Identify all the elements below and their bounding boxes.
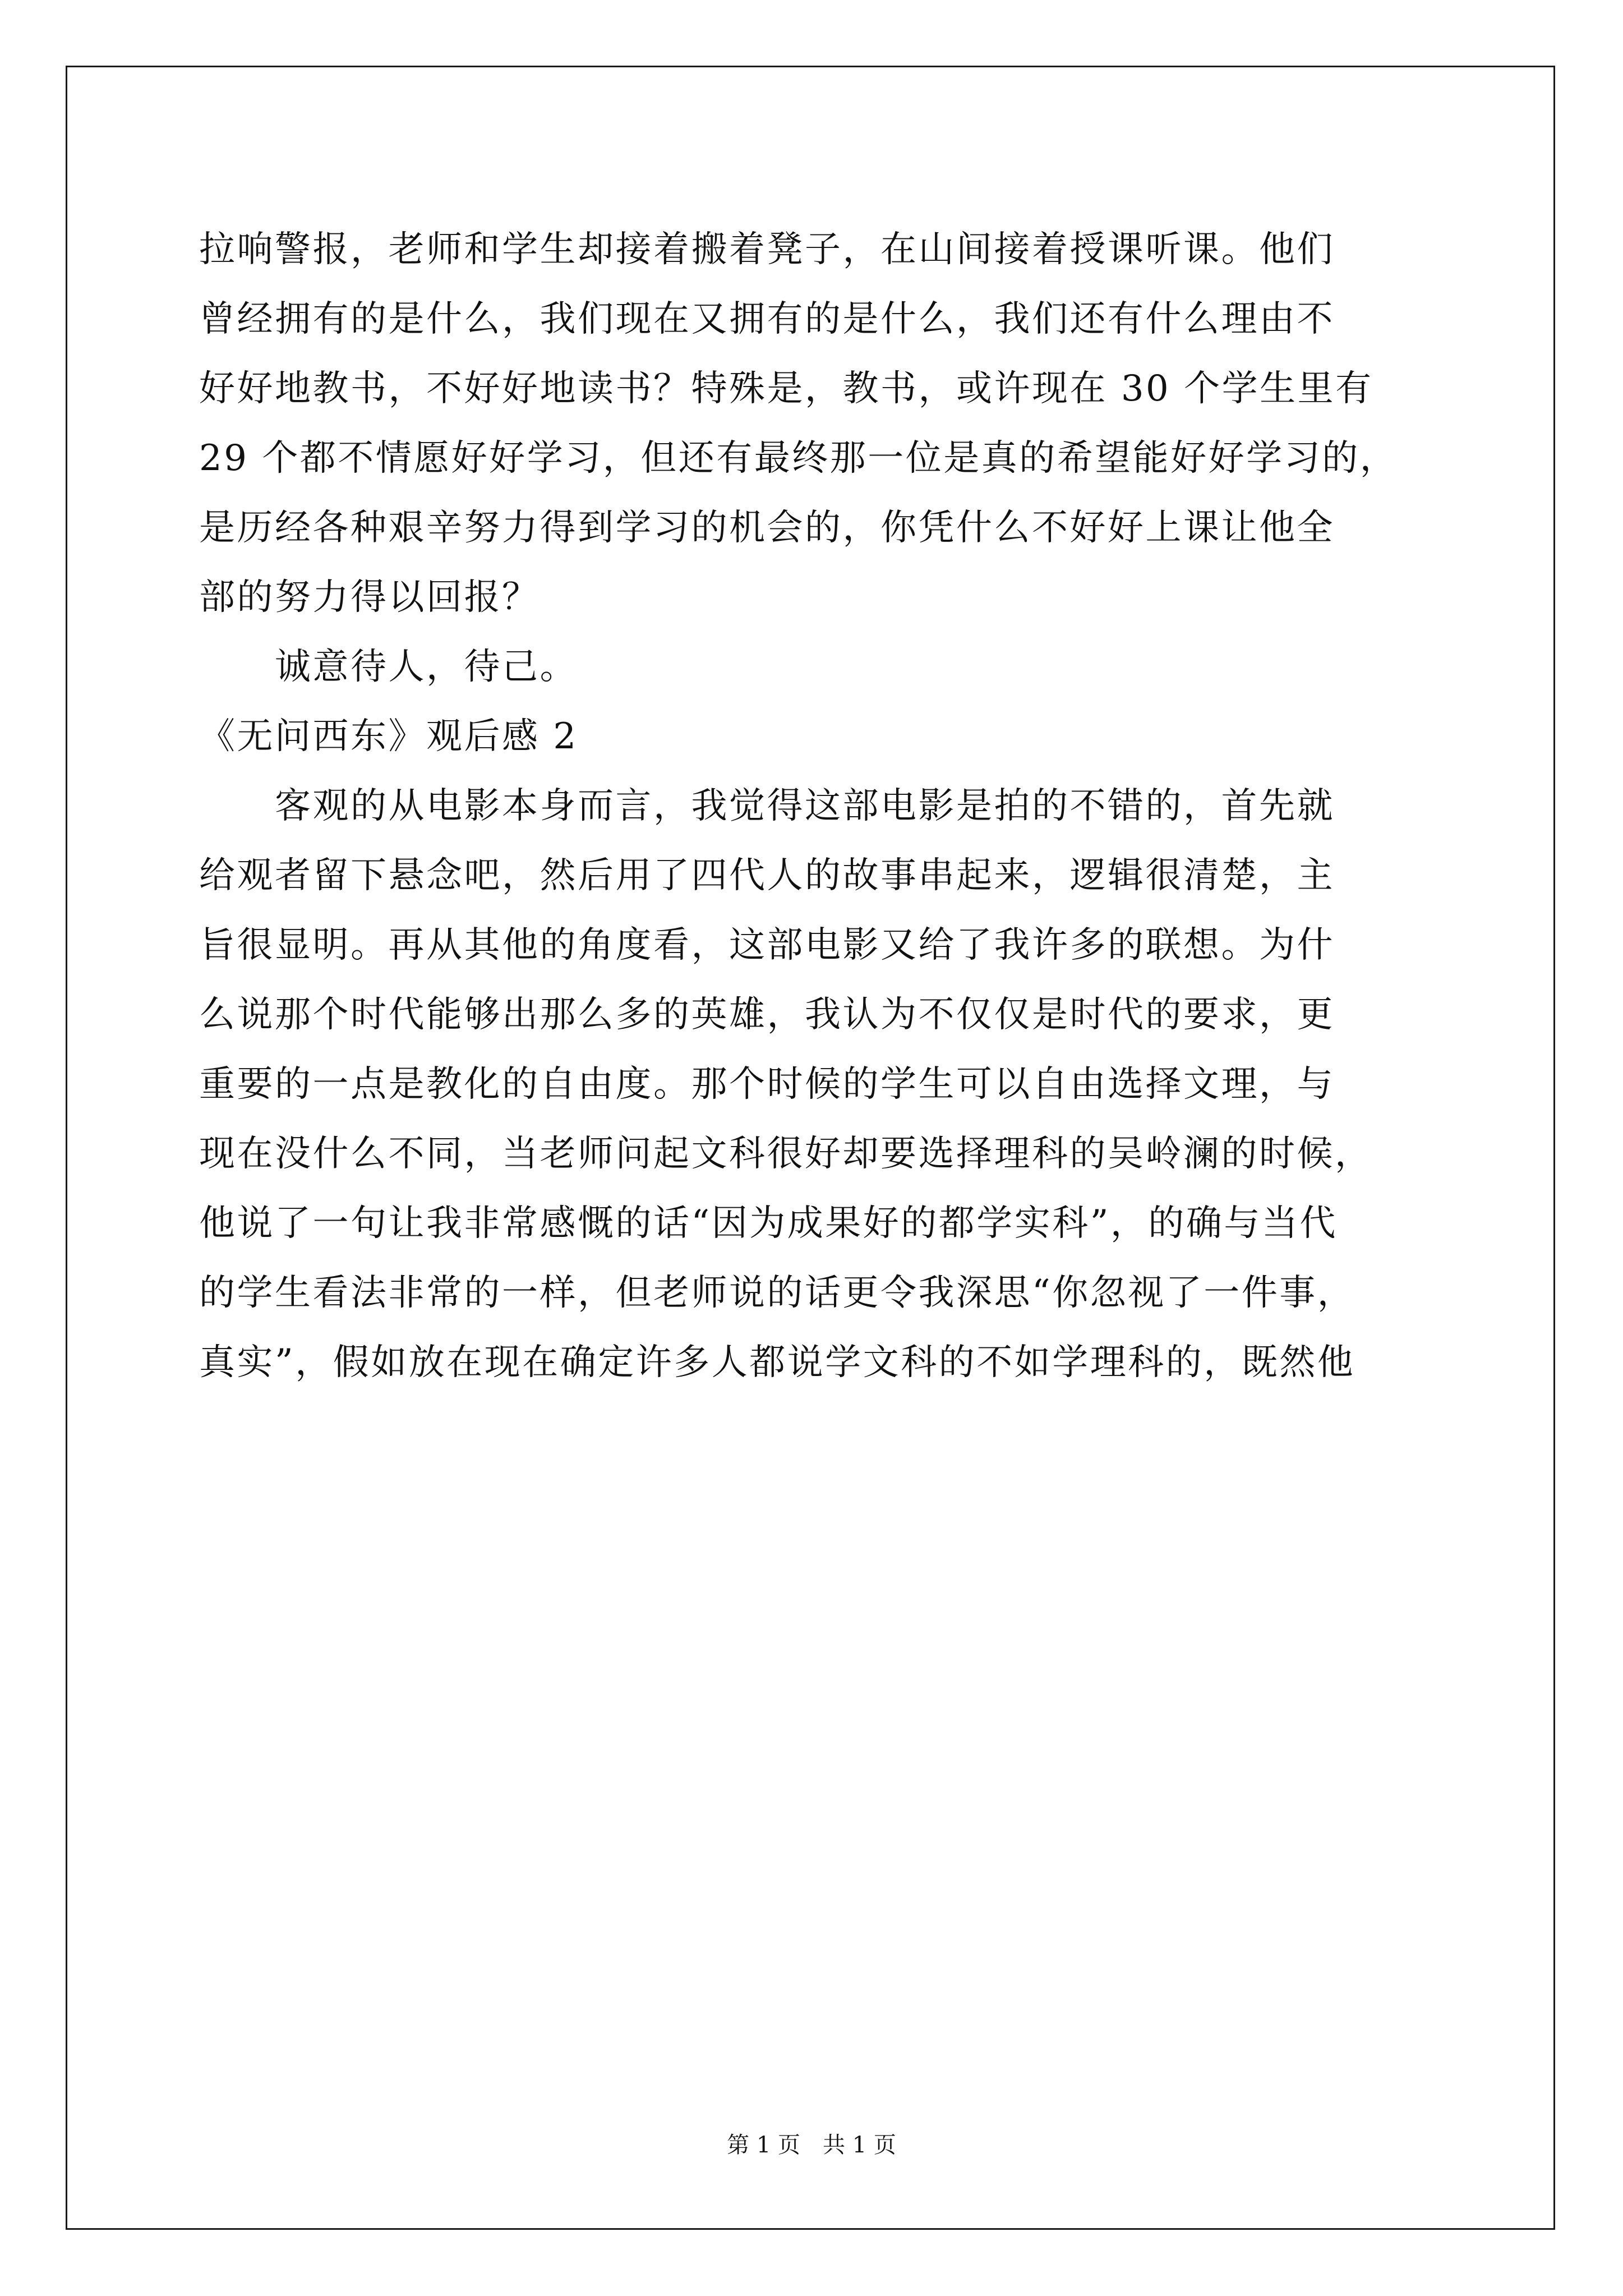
- text-line: 拉响警报，老师和学生却接着搬着凳子，在山间接着授课听课。他们: [199, 229, 1335, 270]
- text-line: 么说那个时代能够出那么多的英雄，我认为不仅仅是时代的要求，更: [199, 994, 1335, 1036]
- text-line: 真实”，假如放在现在确定许多人都说学文科的不如学理科的，既然他: [199, 1342, 1355, 1383]
- text-line: 诚意待人，待己。: [275, 646, 578, 688]
- text-line: 的学生看法非常的一样，但老师说的话更令我深思“你忽视了一件事，: [199, 1272, 1355, 1314]
- text-line: 现在没什么不同，当老师问起文科很好却要选择理科的吴岭澜的时候，: [199, 1133, 1373, 1175]
- text-line: 旨很显明。再从其他的角度看，这部电影又给了我许多的联想。为什: [199, 924, 1335, 966]
- text-line: 部的努力得以回报？: [199, 577, 540, 618]
- text-line: 曾经拥有的是什么，我们现在又拥有的是什么，我们还有什么理由不: [199, 298, 1335, 340]
- text-line: 给观者留下悬念吧，然后用了四代人的故事串起来，逻辑很清楚，主: [199, 855, 1335, 896]
- text-line: 29 个都不情愿好好学习，但还有最终那一位是真的希望能好好学习的，: [199, 438, 1398, 479]
- text-line: 客观的从电影本身而言，我觉得这部电影是拍的不错的，首先就: [275, 785, 1335, 827]
- section-heading: 《无问西东》观后感 2: [199, 716, 578, 757]
- text-line: 是历经各种艰辛努力得到学习的机会的，你凭什么不好好上课让他全: [199, 507, 1335, 549]
- page-number: 第 1 页: [727, 2132, 800, 2158]
- page-footer: [0, 2131, 1623, 2160]
- text-line: 好好地教书，不好好地读书？特殊是，教书，或许现在 30 个学生里有: [199, 368, 1373, 409]
- text-line: 重要的一点是教化的自由度。那个时候的学生可以自由选择文理，与: [199, 1064, 1335, 1105]
- text-line: 他说了一句让我非常感慨的话“因为成果好的都学实科”，的确与当代: [199, 1203, 1338, 1244]
- page-total: 共 1 页: [823, 2132, 896, 2158]
